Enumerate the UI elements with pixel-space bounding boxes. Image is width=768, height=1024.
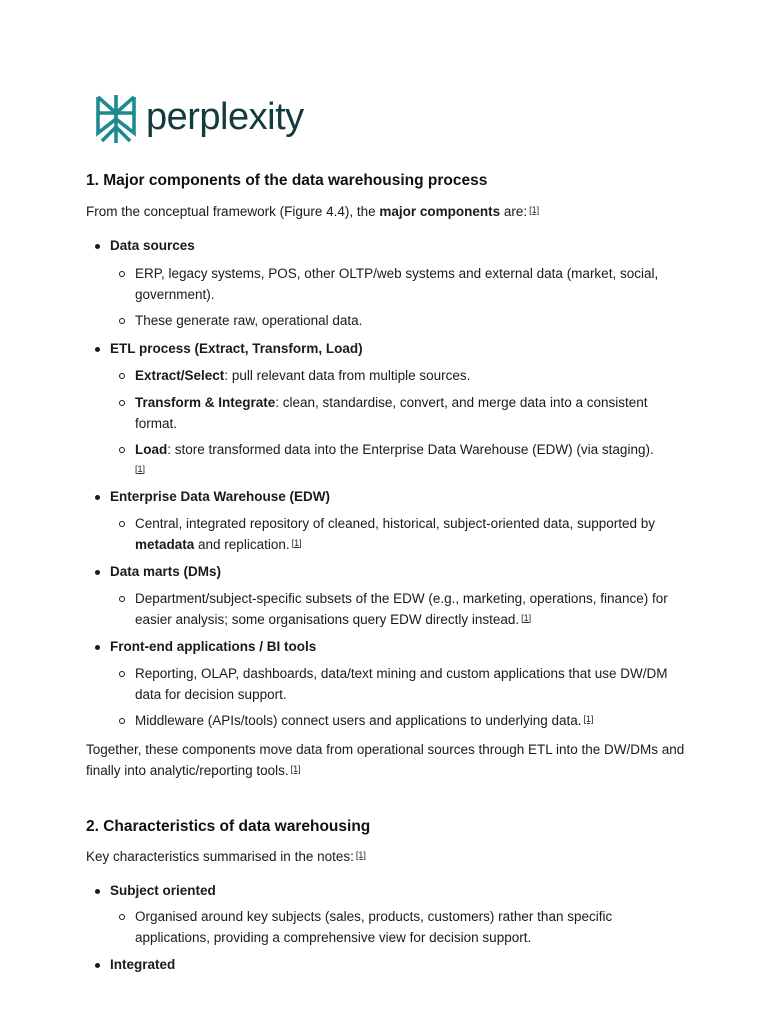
citation-link[interactable]: [1]: [291, 537, 302, 548]
sub-item-text: Central, integrated repository of cleaned, historical, subject-oriented data, supported by: [135, 516, 656, 531]
list-item-subject-oriented: Subject oriented: [110, 881, 216, 901]
citation-link[interactable]: [1]: [583, 714, 594, 724]
citation-link[interactable]: [1]: [290, 764, 301, 774]
sub-item: [135, 393, 680, 434]
sub-item: [135, 664, 680, 705]
list-item-data-sources: Data sources: [110, 236, 195, 256]
logo-wordmark: perplexity: [146, 96, 304, 138]
sub-item-text: Middleware (APIs/tools) connect users and applications to underlying data.: [135, 713, 582, 728]
sub-item-text: Department/subject-specific subsets of the EDW (e.g., marketing, operations, finance) for easier analysis; some organisations query EDW directly instead.: [135, 591, 668, 627]
sub-item: [135, 589, 680, 630]
sub-item: [135, 711, 680, 732]
sub-item: [135, 907, 680, 948]
list-item-etl-process: ETL process (Extract, Transform, Load): [110, 339, 363, 359]
sub-item-text: Organised around key subjects (sales, products, customers) rather than specific applications, providing a comprehensive view for decision support.: [135, 909, 613, 945]
list-item-integrated: Integrated: [110, 955, 175, 975]
sub-item: [135, 514, 680, 555]
intro-text: From the conceptual framework (Figure 4.4), the: [86, 204, 380, 219]
section-1-intro: [86, 202, 539, 222]
citation-link[interactable]: [1]: [355, 850, 366, 860]
section-1-summary: [86, 739, 686, 781]
sub-item-term: metadata: [135, 536, 195, 552]
sub-item: [135, 311, 680, 332]
citation-link[interactable]: [1]: [529, 205, 540, 215]
list-item-data-marts: Data marts (DMs): [110, 562, 221, 582]
sub-item-text-end: and replication.: [194, 536, 290, 552]
intro-text-end: are:: [500, 204, 528, 219]
sub-item-text: : store transformed data into the Enterprise Data Warehouse (EDW) (via staging).: [167, 442, 654, 457]
sub-item-term: Load: [135, 442, 168, 457]
sub-item-term: Transform & Integrate: [135, 395, 276, 410]
sub-item-text: ERP, legacy systems, POS, other OLTP/web systems and external data (market, social, government).: [135, 266, 659, 302]
sub-item-text: Reporting, OLAP, dashboards, data/text mining and custom applications that use DW/DM data for decision support.: [135, 666, 668, 702]
section-2-intro: [86, 847, 366, 867]
intro-bold: major components: [379, 204, 501, 219]
sub-item: [135, 440, 680, 481]
list-item-front-end: Front-end applications / BI tools: [110, 637, 316, 657]
sub-item: [135, 264, 680, 305]
citation-link[interactable]: [1]: [521, 612, 532, 623]
list-item-edw: Enterprise Data Warehouse (EDW): [110, 487, 330, 507]
perplexity-logo-icon: [94, 93, 138, 145]
summary-text: Together, these components move data from operational sources through ETL into the DW/DMs and finally into analytic/reporting tools.: [86, 742, 685, 778]
sub-item: [135, 366, 680, 387]
sub-item-text: : clean, standardise, convert, and merge data into a consistent format.: [135, 395, 648, 431]
sub-item-text: : pull relevant data from multiple sources.: [224, 368, 471, 383]
intro-text: Key characteristics summarised in the notes:: [86, 849, 354, 864]
citation-link[interactable]: [1]: [135, 463, 146, 474]
perplexity-logo: [94, 93, 304, 145]
section-2-heading: 2. Characteristics of data warehousing: [86, 818, 371, 835]
sub-item-term: Extract/Select: [135, 368, 225, 383]
section-1-heading: 1. Major components of the data warehousing process: [86, 172, 488, 189]
sub-item-text: These generate raw, operational data.: [135, 313, 363, 328]
